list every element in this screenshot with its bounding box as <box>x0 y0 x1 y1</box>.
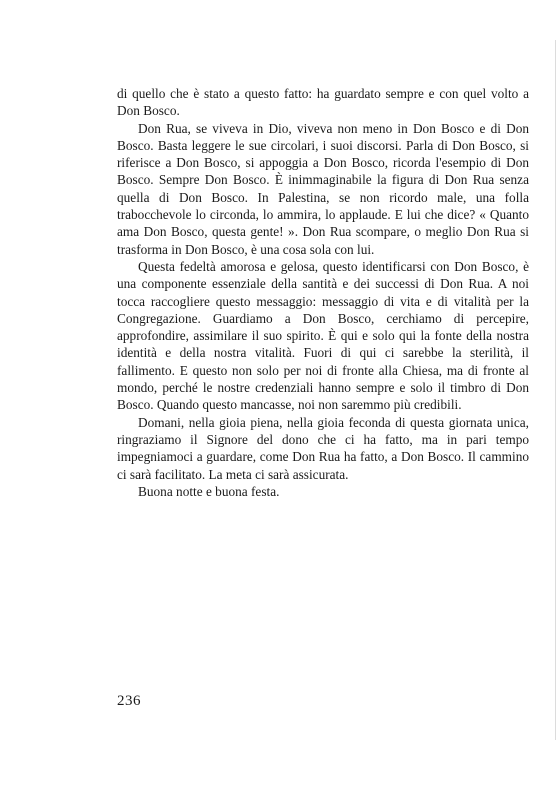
paragraph: Buona notte e buona festa. <box>138 483 280 499</box>
paragraph: Don Rua, se viveva in Dio, viveva non meno in Don Bosco e di Don Bosco. Basta leggere le sue circolari, i suoi discorsi. Parla di Don Bosco, si riferisce a Don Bosco, si appoggia a Don Bosco, ricorda l'esempio di Don Bosco. Sempre Don Bosco. È inimmaginabile la figura di Don Rua senza quella di Don Bosco. In Palestina, se non ricordo male, una folla trabocchevole lo circonda, lo ammira, lo applaude. E lui che dice? « Quanto ama Don Bosco, questa gente! ». Don Rua scompare, o meglio Don Rua si trasforma in Don Bosco, è una cosa sola con lui. <box>117 120 529 257</box>
paragraph: Questa fedeltà amorosa e gelosa, questo identificarsi con Don Bosco, è una componente essenziale della santità e dei successi di Don Rua. A noi tocca raccogliere questo messaggio: messaggio di vita e di vitalità per la Congregazione. Guardiamo a Don Bosco, cerchiamo di percepire, approfondire, assimilare il suo spirito. È qui e solo qui la fonte della nostra identità e della nostra vitalità. Fuori di qui ci sarebbe la sterilità, il fallimento. E questo non solo per noi di fronte alla Chiesa, ma di fronte al mondo, perché le nostre credenziali hanno sempre e solo il timbro di Don Bosco. Quando questo mancasse, noi non saremmo più credibili. <box>117 258 529 413</box>
page-number: 236 <box>117 693 141 709</box>
paragraph: Domani, nella gioia piena, nella gioia feconda di questa giornata unica, ringraziamo il Signore del dono che ci ha fatto, ma in pari tempo impegniamoci a guardare, come Don Rua ha fatto, a Don Bosco. Il cammino ci sarà facilitato. La meta ci sarà assicurata. <box>117 414 529 482</box>
scan-edge-divider <box>555 40 556 740</box>
body-text <box>117 85 529 500</box>
paragraph: di quello che è stato a questo fatto: ha guardato sempre e con quel volto a Don Bosco. <box>117 86 529 119</box>
